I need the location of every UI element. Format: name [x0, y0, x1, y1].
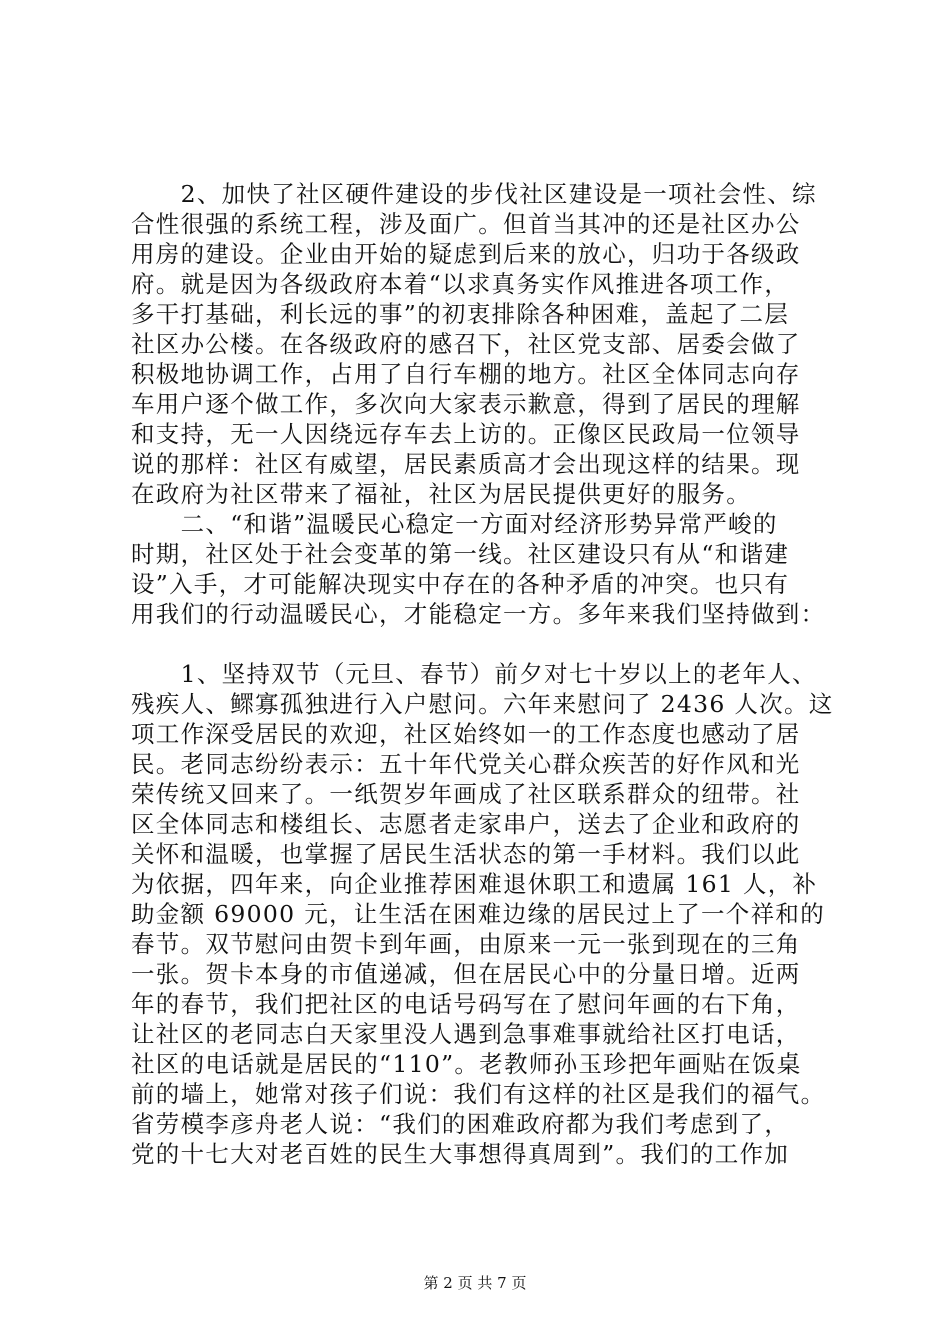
text-line: 1、坚持双节（元旦、春节）前夕对七十岁以上的老年人、 — [131, 660, 817, 688]
text-line: 用房的建设。企业由开始的疑虑到后来的放心，归功于各级政 — [131, 240, 801, 268]
text-line: 春节。双节慰问由贺卡到年画，由原来一元一张到现在的三角 — [131, 930, 801, 958]
text-line: 关怀和温暖，也掌握了居民生活状态的第一手材料。我们以此 — [131, 840, 801, 868]
text-line: 用我们的行动温暖民心，才能稳定一方。多年来我们坚持做到： — [131, 600, 826, 628]
text-line: 2、加快了社区硬件建设的步伐社区建设是一项社会性、综 — [131, 180, 817, 208]
text-line: 二、“和谐”温暖民心稳定一方面对经济形势异常严峻的 — [131, 510, 778, 538]
page-number-footer: 第 2 页 共 7 页 — [423, 1274, 527, 1292]
text-line: 说的那样：社区有威望，居民素质高才会出现这样的结果。现 — [131, 450, 801, 478]
text-line: 设”入手，才可能解决现实中存在的各种矛盾的冲突。也只有 — [131, 570, 790, 598]
text-line: 社区的电话就是居民的“110”。老教师孙玉珍把年画贴在饭桌 — [131, 1050, 802, 1078]
text-line: 区全体同志和楼组长、志愿者走家串户，送去了企业和政府的 — [131, 810, 801, 838]
text-line: 前的墙上，她常对孩子们说：我们有这样的社区是我们的福气。 — [131, 1080, 826, 1108]
text-line: 省劳模李彦舟老人说：“我们的困难政府都为我们考虑到了， — [131, 1110, 790, 1138]
text-line: 残疾人、鳏寡孤独进行入户慰问。六年来慰问了 2436 人次。这 — [131, 690, 834, 718]
text-line: 在政府为社区带来了福祉，社区为居民提供更好的服务。 — [131, 480, 751, 508]
text-line: 项工作深受居民的欢迎，社区始终如一的工作态度也感动了居 — [131, 720, 801, 748]
text-line: 党的十七大对老百姓的民生大事想得真周到”。我们的工作加 — [131, 1140, 790, 1168]
text-line: 和支持，无一人因绕远存车去上访的。正像区民政局一位领导 — [131, 420, 801, 448]
text-line: 时期，社区处于社会变革的第一线。社区建设只有从“和谐建 — [131, 540, 790, 568]
text-line: 让社区的老同志白天家里没人遇到急事难事就给社区打电话， — [131, 1020, 801, 1048]
text-line: 车用户逐个做工作，多次向大家表示歉意，得到了居民的理解 — [131, 390, 801, 418]
text-line: 一张。贺卡本身的市值递减，但在居民心中的分量日增。近两 — [131, 960, 801, 988]
text-line: 民。老同志纷纷表示：五十年代党关心群众疾苦的好作风和光 — [131, 750, 801, 778]
text-line: 助金额 69000 元，让生活在困难边缘的居民过上了一个祥和的 — [131, 900, 825, 928]
text-line: 社区办公楼。在各级政府的感召下，社区党支部、居委会做了 — [131, 330, 801, 358]
text-line: 为依据，四年来，向企业推荐困难退休职工和遗属 161 人，补 — [131, 870, 818, 898]
text-line: 府。就是因为各级政府本着“以求真务实作风推进各项工作， — [131, 270, 790, 298]
text-line: 积极地协调工作，占用了自行车棚的地方。社区全体同志向存 — [131, 360, 801, 388]
text-line: 年的春节，我们把社区的电话号码写在了慰问年画的右下角， — [131, 990, 801, 1018]
text-line: 荣传统又回来了。一纸贺岁年画成了社区联系群众的纽带。社 — [131, 780, 801, 808]
text-line: 合性很强的系统工程，涉及面广。但首当其冲的还是社区办公 — [131, 210, 801, 238]
text-line: 多干打基础，利长远的事”的初衷排除各种困难，盖起了二层 — [131, 300, 790, 328]
